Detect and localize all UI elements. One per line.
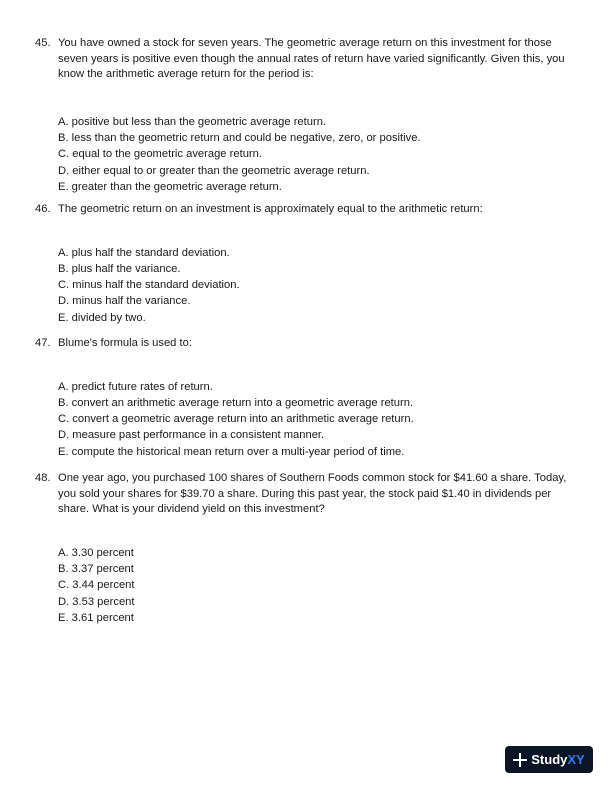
- question-stem: One year ago, you purchased 100 shares of Southern Foods common stock for $41.60 a share. Today, you sold your shares for $39.70 a share. During this past year, the stock paid $1.40 in dividends per share. What is your dividend yield on this investment?: [58, 472, 567, 516]
- option-c: C. convert a geometric average return into an arithmetic average return.: [58, 413, 414, 426]
- answer-options: [35, 245, 570, 326]
- option-e: E. divided by two.: [58, 311, 146, 324]
- question-number: 45.: [35, 37, 51, 49]
- option-a: A. 3.30 percent: [58, 546, 134, 559]
- option-d: D. 3.53 percent: [58, 595, 135, 608]
- option-b: B. plus half the variance.: [58, 262, 181, 275]
- question-number: 47.: [35, 337, 51, 349]
- studyxy-logo-badge[interactable]: [505, 746, 593, 773]
- option-b: B. less than the geometric return and could be negative, zero, or positive.: [58, 132, 421, 145]
- option-e: E. greater than the geometric average return.: [58, 180, 282, 193]
- option-e: E. 3.61 percent: [58, 611, 134, 624]
- option-d: D. measure past performance in a consistent manner.: [58, 429, 325, 442]
- question-48: [35, 471, 570, 626]
- option-b: B. convert an arithmetic average return into a geometric average return.: [58, 396, 414, 409]
- plus-icon: [513, 753, 527, 767]
- brand-name: [531, 752, 584, 768]
- question-stem: Blume's formula is used to:: [58, 337, 192, 349]
- option-c: C. 3.44 percent: [58, 579, 135, 592]
- option-e: E. compute the historical mean return over a multi-year period of time.: [58, 445, 405, 458]
- question-number: 48.: [35, 472, 51, 484]
- brand-accent: XY: [567, 751, 585, 767]
- brand-primary: Study: [531, 751, 568, 767]
- option-d: D. either equal to or greater than the geometric average return.: [58, 164, 370, 177]
- option-a: A. predict future rates of return.: [58, 380, 213, 393]
- answer-options: [35, 114, 570, 195]
- answer-options: [35, 545, 570, 626]
- question-45: [35, 36, 570, 195]
- option-c: C. equal to the geometric average return.: [58, 148, 262, 161]
- option-a: A. positive but less than the geometric average return.: [58, 115, 327, 128]
- question-stem: You have owned a stock for seven years. The geometric average return on this investment for those seven years is positive even though the annual rates of return have varied significantly. Given this, you know the arithmetic average return for the period is:: [58, 37, 565, 81]
- question-number: 46.: [35, 203, 51, 215]
- option-d: D. minus half the variance.: [58, 295, 191, 308]
- option-a: A. plus half the standard deviation.: [58, 246, 230, 259]
- option-b: B. 3.37 percent: [58, 563, 134, 576]
- question-47: [35, 336, 570, 460]
- option-c: C. minus half the standard deviation.: [58, 279, 240, 292]
- question-46: [35, 202, 570, 326]
- answer-options: [35, 379, 570, 460]
- question-stem: The geometric return on an investment is approximately equal to the arithmetic return:: [58, 203, 483, 215]
